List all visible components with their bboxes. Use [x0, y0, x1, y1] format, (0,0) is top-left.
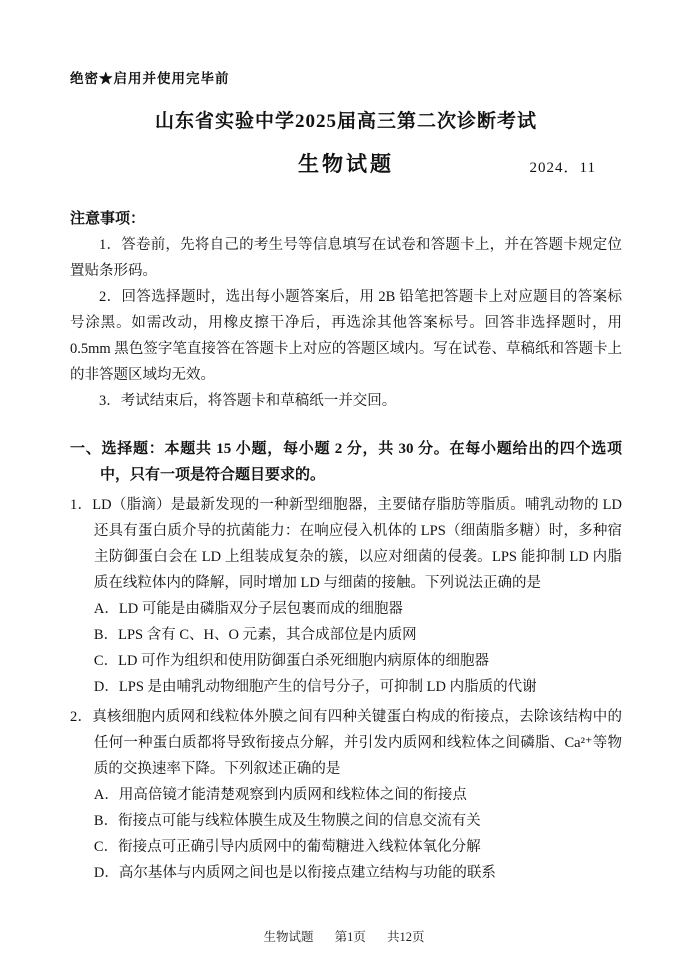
- exam-date: 2024．11: [529, 160, 596, 176]
- notice-item-1: 1．答卷前，先将自己的考生号等信息填写在试卷和答题卡上，并在答题卡规定位置贴条形码。: [70, 237, 622, 279]
- question-1-option-d: D．LPS 是由哺乳动物细胞产生的信号分子，可抑制 LD 内脂质的代谢: [93, 679, 537, 695]
- page-footer: [0, 928, 688, 946]
- notice-item-3: 3．考试结束后，将答题卡和草稿纸一并交回。: [99, 393, 397, 409]
- notice-item-2: 2．回答选择题时，选出每小题答案后，用 2B 铅笔把答题卡上对应题目的答案标号涂黑。如需改动，用橡皮擦干净后，再选涂其他答案标号。回答非选择题时，用 0.5mm 黑色签字笔直接答在答题卡上对应的答题区域内。写在试卷、草稿纸和答题卡上的非答题区域均无效。: [70, 289, 622, 383]
- footer-total-pages: 共12页: [387, 930, 425, 944]
- question-2-stem: 2．真核细胞内质网和线粒体外膜之间有四种关键蛋白构成的衔接点，去除该结构中的任何一种蛋白质都将导致衔接点分解，并引发内质网和线粒体之间磷脂、Ca²⁺等物质的交换速率下降。下列叙述正确的是: [70, 709, 622, 777]
- subject-title-row: [70, 148, 622, 180]
- question-2-option-d: D．高尔基体与内质网之间也是以衔接点建立结构与功能的联系: [93, 865, 496, 881]
- notice-heading: 注意事项：: [70, 211, 146, 227]
- question-2-option-c: C．衔接点可正确引导内质网中的葡萄糖进入线粒体氧化分解: [93, 839, 481, 855]
- question-1-option-a: A．LD 可能是由磷脂双分子层包裹而成的细胞器: [93, 601, 403, 617]
- subject-title: 生物试题: [298, 152, 394, 176]
- footer-subject: 生物试题: [263, 930, 314, 944]
- question-1: [70, 492, 622, 700]
- question-1-option-b: B．LPS 含有 C、H、O 元素，其合成部位是内质网: [93, 627, 417, 643]
- section-heading: 一、选择题：本题共 15 小题，每小题 2 分，共 30 分。在每小题给出的四个选项中，只有一项是符合题目要求的。: [70, 441, 622, 483]
- question-1-option-c: C．LD 可作为组织和使用防御蛋白杀死细胞内病原体的细胞器: [93, 653, 490, 669]
- question-2-option-b: B．衔接点可能与线粒体膜生成及生物膜之间的信息交流有关: [93, 813, 481, 829]
- security-notice: 绝密★启用并使用完毕前: [70, 71, 230, 86]
- footer-page-number: 第1页: [334, 930, 366, 944]
- question-2-option-a: A．用高倍镜才能清楚观察到内质网和线粒体之间的衔接点: [93, 787, 467, 803]
- question-1-stem: 1．LD（脂滴）是最新发现的一种新型细胞器，主要储存脂肪等脂质。哺乳动物的 LD 还具有蛋白质介导的抗菌能力：在响应侵入机体的 LPS（细菌脂多糖）时，多种宿主防御蛋白会在 LD 上组装成复杂的簇，以应对细菌的侵袭。LPS 能抑制 LD 内脂质在线粒体内的降解，同时增加 LD 与细菌的接触。下列说法正确的是: [70, 497, 622, 591]
- question-2: [70, 704, 622, 886]
- exam-title: 山东省实验中学2025届高三第二次诊断考试: [154, 111, 537, 132]
